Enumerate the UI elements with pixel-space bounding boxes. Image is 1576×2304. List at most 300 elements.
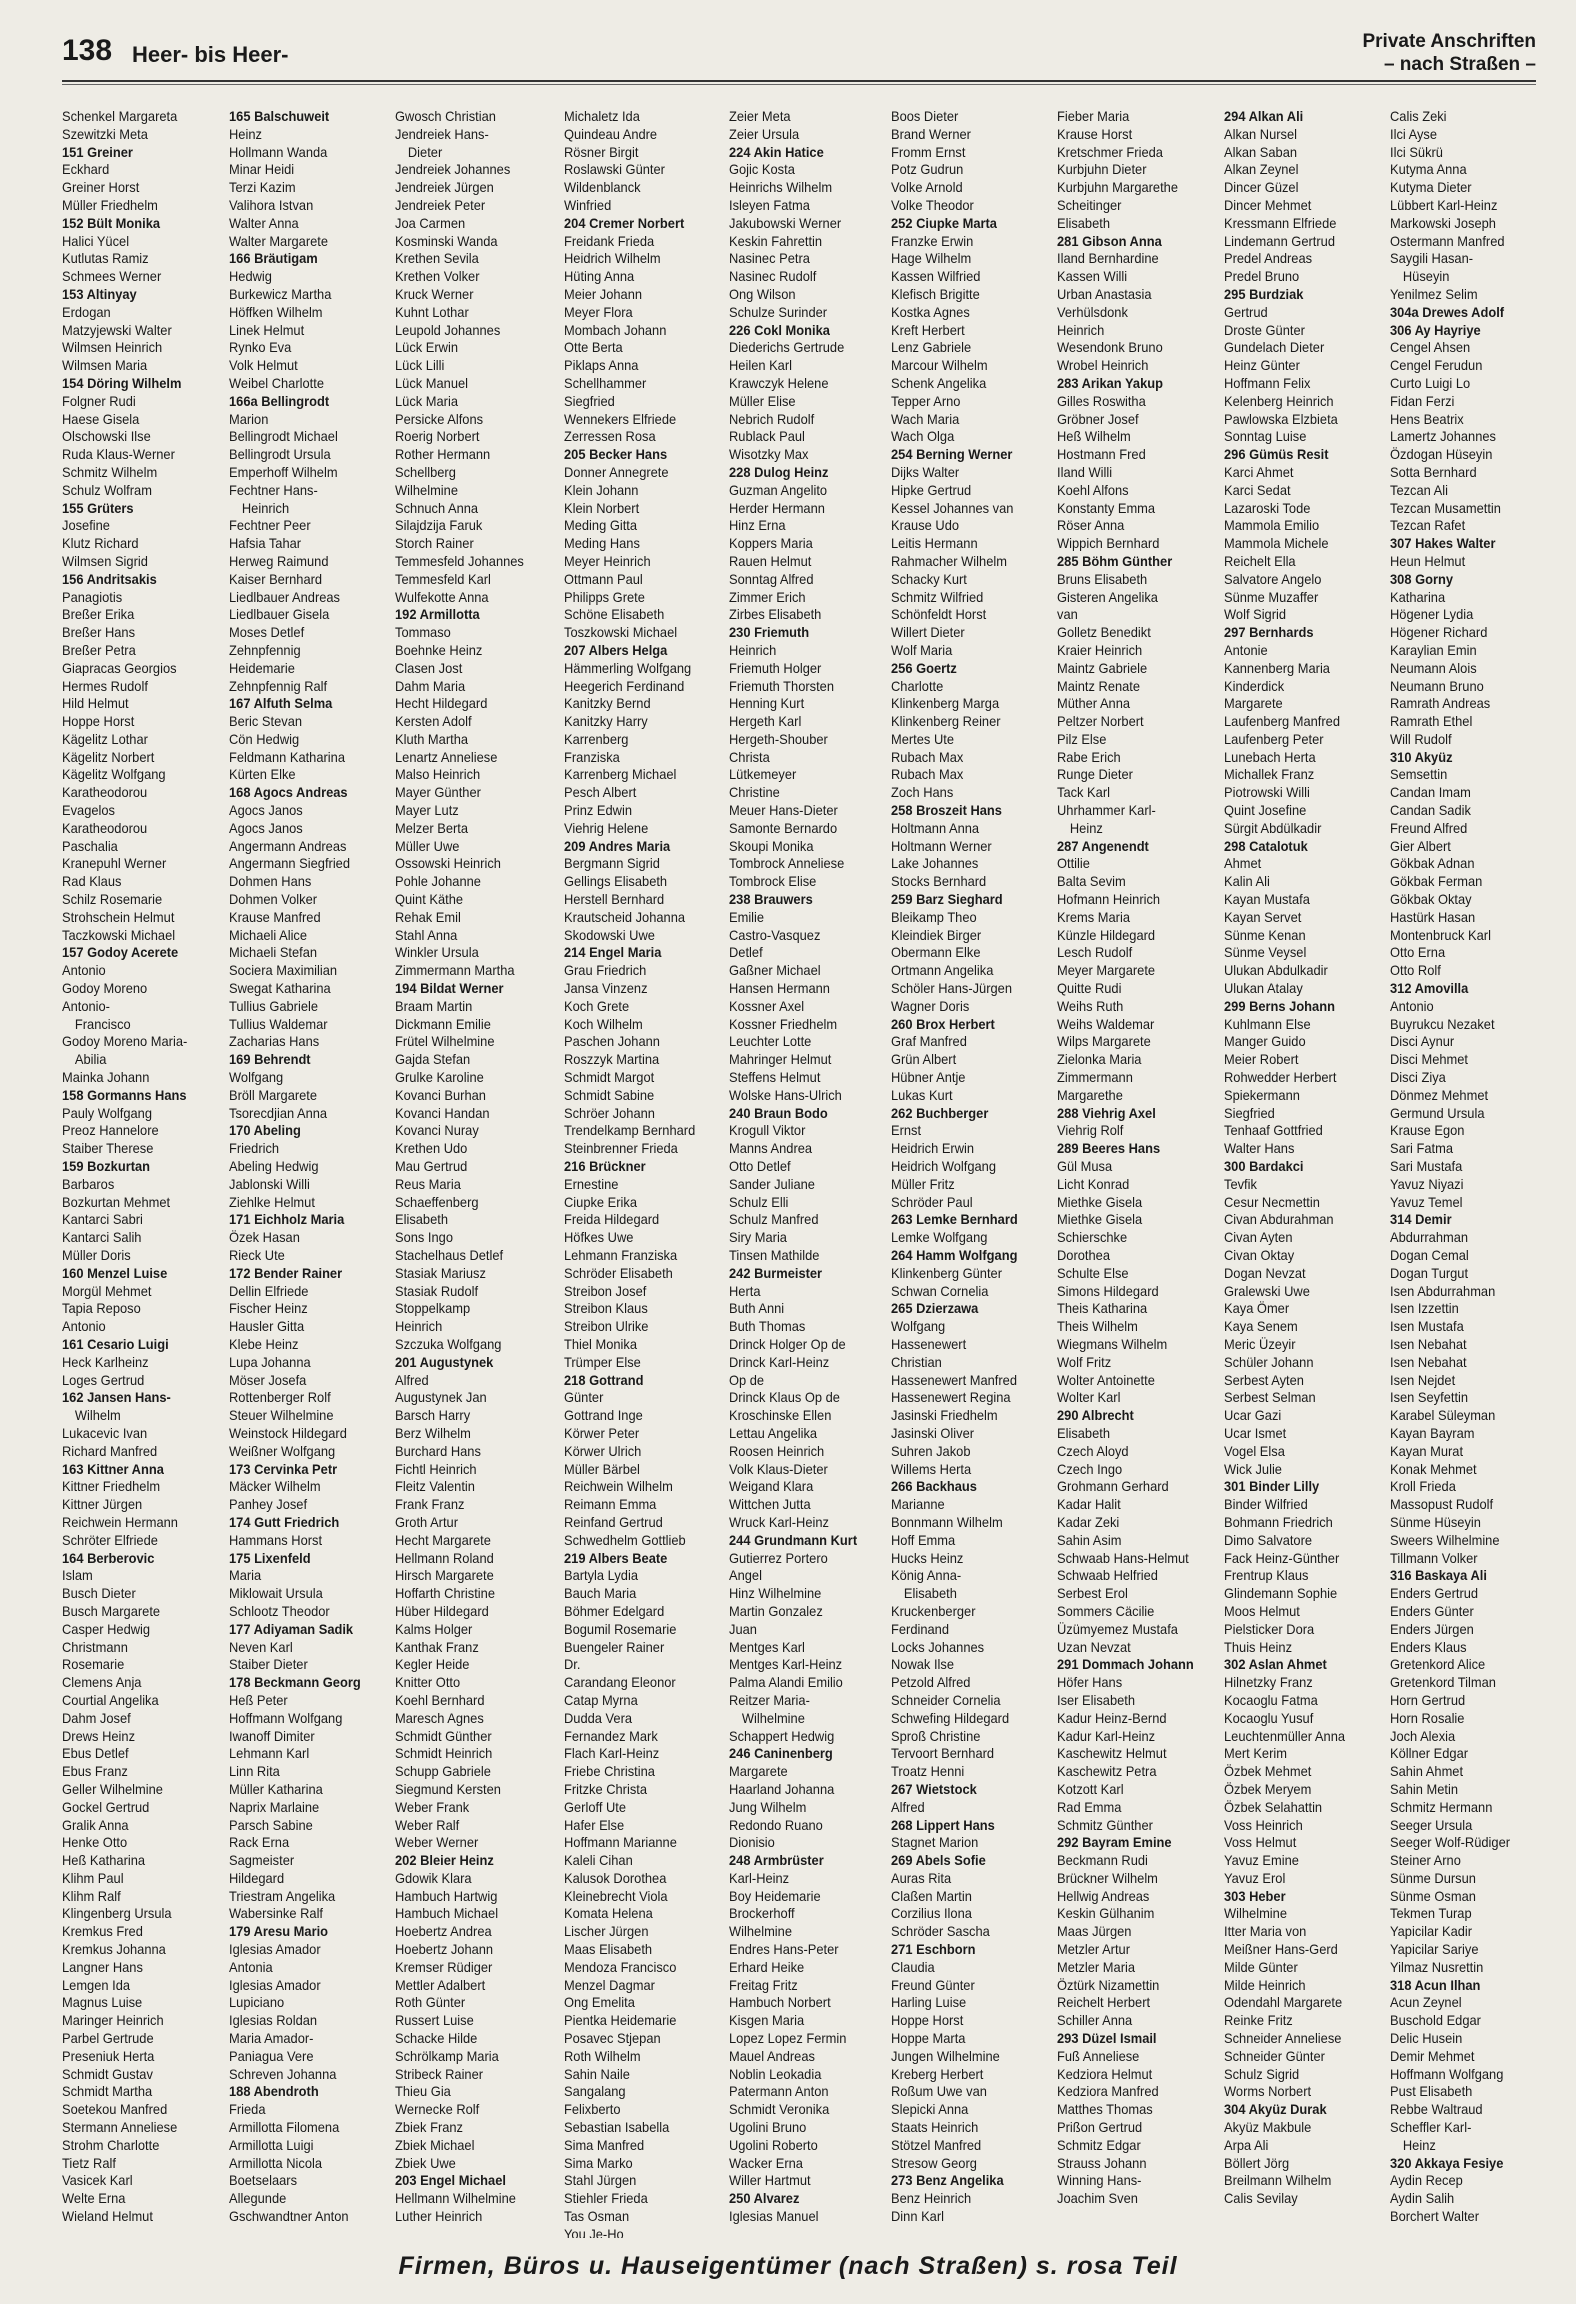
directory-entry: Lupiciano [229, 1994, 285, 2011]
directory-column [729, 108, 880, 2238]
directory-entry: 295 Burdziak [1224, 285, 1304, 302]
directory-entry: Michaeli Alice [229, 926, 308, 943]
directory-entry: Zerressen Rosa [564, 428, 656, 445]
directory-entry: Schmitz Edgar [1057, 2136, 1141, 2153]
directory-entry: Heinrich [241, 499, 290, 516]
directory-entry: Tinsen Mathilde [729, 1247, 820, 1263]
directory-entry: Walter Anna [229, 214, 299, 231]
directory-entry: Hüber Hildegard [395, 1602, 489, 1619]
directory-entry: 252 Ciupke Marta [891, 214, 997, 231]
directory-entry: Müther Anna [1057, 695, 1131, 712]
directory-entry: Kuhnt Lothar [395, 303, 469, 320]
directory-entry: Schmitz Hermann [1390, 1798, 1493, 1815]
directory-entry: Tevfik [1224, 1175, 1257, 1192]
directory-entry: Gottrand Inge [564, 1407, 643, 1424]
directory-entry: Kalusok Dorothea [564, 1869, 667, 1886]
directory-entry: Schmidt Sabine [564, 1086, 655, 1103]
directory-entry: Hambuch Norbert [729, 1994, 831, 2011]
directory-entry: Schulze Surinder [729, 303, 828, 320]
directory-entry: Weigand Klara [729, 1478, 814, 1495]
directory-entry: Konak Mehmet [1390, 1460, 1477, 1477]
directory-entry: 301 Binder Lilly [1224, 1478, 1320, 1495]
directory-entry: Tullius Gabriele [229, 997, 319, 1014]
directory-entry: 308 Gorny [1390, 570, 1454, 587]
directory-entry: Disci Mehmet [1390, 1051, 1469, 1068]
directory-entry: Maintz Renate [1057, 677, 1141, 694]
directory-entry: Strauss Johann [1057, 2154, 1147, 2171]
directory-entry: Francisco [74, 1015, 131, 1032]
directory-entry: Kaya Senem [1224, 1318, 1298, 1335]
directory-entry: Hoffmann Wolfgang [1390, 2065, 1504, 2082]
directory-entry: Schröder Paul [891, 1193, 973, 1210]
directory-entry: Schmees Werner [62, 268, 162, 285]
directory-entry: Borchert Walter [1390, 2208, 1479, 2225]
directory-entry: Strohschein Helmut [62, 908, 175, 925]
directory-entry: Emperhoff Wilhelm [229, 463, 338, 480]
directory-entry: Kremser Rüdiger [395, 1958, 493, 1975]
directory-entry: Schenk Angelika [891, 374, 987, 391]
directory-entry: Schröder Elisabeth [564, 1264, 673, 1281]
directory-entry: Joa Carmen [395, 214, 466, 231]
directory-entry: Zacharias Hans [229, 1033, 320, 1050]
directory-entry: Locks Johannes [891, 1638, 985, 1655]
directory-entry: 194 Bildat Werner [395, 980, 504, 997]
directory-entry: Schmidt Günther [395, 1727, 492, 1744]
directory-entry: 303 Heber [1224, 1887, 1286, 1904]
directory-entry: Kleinebrecht Viola [564, 1887, 668, 1904]
directory-entry: 173 Cervinka Petr [229, 1460, 338, 1477]
directory-entry: Karatheodorou [62, 819, 148, 836]
directory-entry: Friedrich [229, 1140, 280, 1157]
directory-entry: Angel [729, 1567, 762, 1584]
directory-entry: Clemens Anja [62, 1674, 142, 1691]
directory-entry: Hoebertz Johann [395, 1941, 494, 1958]
directory-entry: 299 Berns Johann [1224, 997, 1335, 1014]
directory-entry: Klutz Richard [62, 535, 139, 552]
directory-entry: Steiner Arno [1390, 1852, 1461, 1869]
directory-entry: Hellmann Roland [395, 1549, 494, 1566]
directory-entry: Braam Martin [395, 997, 473, 1014]
directory-entry: Nowak Ilse [891, 1656, 954, 1673]
directory-entry: Holtmann Werner [891, 837, 992, 854]
directory-entry: Abilia [74, 1051, 107, 1068]
directory-entry: Kutlutas Ramiz [62, 250, 149, 267]
directory-entry: Willems Herta [891, 1460, 972, 1477]
directory-entry: Pust Elisabeth [1390, 2083, 1473, 2100]
directory-entry: 201 Augustynek [395, 1353, 494, 1370]
directory-entry: Schwedhelm Gottlieb [564, 1531, 686, 1548]
directory-entry: Willert Dieter [891, 624, 965, 641]
directory-entry: Kayan Murat [1390, 1442, 1464, 1459]
directory-entry: Siegfried [564, 392, 615, 409]
directory-entry: Otto Detlef [729, 1158, 791, 1175]
directory-entry: Gerloff Ute [564, 1798, 627, 1815]
directory-entry: Zimmermann [1057, 1069, 1133, 1086]
directory-entry: Tekmen Turap [1390, 1905, 1472, 1922]
directory-entry: Moos Helmut [1224, 1602, 1300, 1619]
directory-entry: Sotta Bernhard [1390, 463, 1477, 480]
directory-entry: Stresow Georg [891, 2154, 977, 2171]
directory-entry: Geller Wilhelmine [62, 1780, 163, 1797]
directory-entry: Stocks Bernhard [891, 873, 987, 890]
directory-entry: Sünme Osman [1390, 1887, 1476, 1904]
directory-entry: Lesch Rudolf [1057, 944, 1133, 961]
directory-entry: Staiber Therese [62, 1140, 154, 1157]
directory-entry: Hild Helmut [62, 695, 129, 712]
directory-entry: Krause Horst [1057, 125, 1133, 142]
directory-entry: Günter [564, 1389, 604, 1406]
directory-entry: Antonio [1390, 997, 1434, 1014]
directory-entry: 302 Aslan Ahmet [1224, 1656, 1327, 1673]
directory-entry: Krethen Sevila [395, 250, 479, 267]
directory-entry: Kleindiek Birger [891, 926, 982, 943]
directory-entry: Wiegmans Wilhelm [1057, 1335, 1168, 1352]
directory-entry: Krause Udo [891, 517, 960, 534]
directory-entry: Boehnke Heinz [395, 641, 483, 658]
directory-entry: 297 Bernhards [1224, 624, 1314, 641]
directory-entry: Heegerich Ferdinand [564, 677, 685, 694]
directory-entry: Enders Günter [1390, 1602, 1474, 1619]
directory-entry: Hoppe Horst [62, 713, 135, 730]
directory-entry: Klinkenberg Günter [891, 1264, 1002, 1281]
directory-entry: Gilles Roswitha [1057, 392, 1146, 409]
directory-entry: Carandang Eleonor [564, 1674, 676, 1691]
directory-entry: Schröer Johann [564, 1104, 655, 1121]
directory-entry: Rabe Erich [1057, 748, 1121, 765]
directory-entry: Boos Dieter [891, 108, 959, 124]
directory-entry: Breßer Petra [62, 641, 136, 658]
directory-entry: Rehak Emil [395, 908, 461, 925]
directory-entry: Armillotta Nicola [229, 2154, 323, 2171]
directory-entry: 304a Drewes Adolf [1390, 303, 1505, 320]
directory-entry: 250 Alvarez [729, 2190, 800, 2207]
directory-entry: Kannenberg Maria [1224, 659, 1330, 676]
directory-entry: Ulukan Abdulkadir [1224, 962, 1328, 979]
directory-entry: Kanthak Franz [395, 1638, 479, 1655]
directory-entry: Öztürk Nizamettin [1057, 1976, 1160, 1993]
directory-entry: Viehrig Rolf [1057, 1122, 1124, 1139]
directory-entry: Schwaab Helfried [1057, 1567, 1158, 1584]
directory-entry: Kaschewitz Petra [1057, 1763, 1157, 1780]
directory-entry: Tietz Ralf [62, 2154, 116, 2171]
directory-entry: Endres Hans-Peter [729, 1941, 839, 1958]
directory-entry: Ucar Ismet [1224, 1424, 1287, 1441]
directory-entry: Sürgit Abdülkadir [1224, 819, 1322, 836]
directory-entry: Meyer Flora [564, 303, 633, 320]
directory-entry: Schneider Günter [1224, 2047, 1325, 2064]
directory-entry: Tombrock Anneliese [729, 855, 845, 872]
directory-entry: Siegfried [1224, 1104, 1275, 1121]
directory-entry: Sahin Ahmet [1390, 1763, 1464, 1780]
directory-entry: Melzer Berta [395, 819, 469, 836]
directory-entry: 188 Abendroth [229, 2083, 319, 2100]
directory-entry: Jung Wilhelm [729, 1798, 807, 1815]
directory-entry: Ulukan Atalay [1224, 980, 1303, 997]
directory-entry: Karatheodorou [62, 784, 148, 801]
directory-entry: Folgner Rudi [62, 392, 136, 409]
directory-entry: Hildegard [229, 1869, 285, 1886]
directory-entry: Iglesias Amador [229, 1941, 321, 1958]
directory-entry: Breßer Hans [62, 624, 136, 641]
directory-entry: Lütkemeyer [729, 766, 797, 783]
directory-entry: Hucks Heinz [891, 1549, 964, 1566]
directory-entry: Aydin Recep [1390, 2172, 1463, 2189]
directory-entry: Walter Hans [1224, 1140, 1295, 1157]
directory-entry: Klinkenberg Marga [891, 695, 1000, 712]
directory-entry: Noblin Leokadia [729, 2065, 822, 2082]
directory-entry: Mayer Lutz [395, 802, 459, 819]
directory-entry: Kutyma Anna [1390, 161, 1467, 178]
directory-entry: Erdogan [62, 303, 111, 320]
directory-entry: van [1057, 606, 1078, 623]
header-rule [62, 80, 1536, 82]
directory-entry: Heß Peter [229, 1691, 288, 1708]
directory-entry: Kantarci Sabri [62, 1211, 143, 1228]
directory-entry: Iland Willi [1057, 463, 1113, 480]
directory-entry: Sociera Maximilian [229, 962, 338, 979]
directory-entry: Gutierrez Portero [729, 1549, 828, 1566]
directory-entry: Freund Günter [891, 1976, 975, 1993]
directory-entry: Miethke Gisela [1057, 1211, 1143, 1228]
directory-entry: Neumann Bruno [1390, 677, 1484, 694]
directory-entry: Augustynek Jan [395, 1389, 487, 1406]
directory-entry: Lindemann Gertrud [1224, 232, 1335, 249]
directory-entry: Antonia [229, 1958, 273, 1975]
directory-entry: Beric Stevan [229, 713, 303, 730]
directory-entry: Michallek Franz [1224, 766, 1315, 783]
directory-entry: Isen Mustafa [1390, 1318, 1464, 1335]
directory-entry: Klefisch Brigitte [891, 285, 980, 302]
directory-entry: Schöler Hans-Jürgen [891, 980, 1012, 997]
directory-entry: Dohmen Hans [229, 873, 312, 890]
directory-entry: Kreft Herbert [891, 321, 965, 338]
directory-entry: Krethen Udo [395, 1140, 468, 1157]
directory-entry: Arpa Ali [1224, 2136, 1269, 2153]
directory-entry: Calis Sevilay [1224, 2190, 1298, 2207]
directory-entry: 294 Alkan Ali [1224, 108, 1304, 124]
directory-entry: Gundelach Dieter [1224, 339, 1325, 356]
directory-entry: Halici Yücel [62, 232, 130, 249]
directory-entry: Willer Hartmut [729, 2172, 811, 2189]
directory-entry: Burchard Hans [395, 1442, 481, 1459]
directory-entry: Wittchen Jutta [729, 1496, 811, 1513]
directory-entry: Hens Beatrix [1390, 410, 1464, 427]
directory-entry: Hastürk Hasan [1390, 908, 1476, 925]
directory-entry: Kovanci Burhan [395, 1086, 486, 1103]
directory-entry: Schmitz Günther [1057, 1816, 1153, 1833]
directory-entry: Szczuka Wolfgang [395, 1335, 502, 1352]
directory-entry: Kosminski Wanda [395, 232, 498, 249]
directory-entry: Heilen Karl [729, 357, 793, 374]
directory-entry: Kinderdick [1224, 677, 1285, 694]
directory-entry: Quint Käthe [395, 891, 464, 908]
directory-entry: Delic Husein [1390, 2030, 1463, 2047]
directory-entry: Högener Lydia [1390, 606, 1474, 623]
directory-entry: Roosen Heinrich [729, 1442, 825, 1459]
directory-entry: Körwer Ulrich [564, 1442, 642, 1459]
directory-entry: Hoffmann Marianne [564, 1834, 677, 1851]
directory-entry: Bonnmann Wilhelm [891, 1513, 1003, 1530]
directory-entry: Lamertz Johannes [1390, 428, 1496, 445]
directory-entry: Yavuz Temel [1390, 1193, 1463, 1210]
directory-entry: 156 Andritsakis [62, 570, 157, 587]
directory-entry: Agocs Janos [229, 802, 303, 819]
directory-entry: Schlootz Theodor [229, 1602, 330, 1619]
directory-entry: Leuchtenmüller Anna [1224, 1727, 1346, 1744]
directory-column [1224, 108, 1375, 2238]
directory-entry: Sahin Asim [1057, 1531, 1122, 1548]
directory-entry: Rebbe Waltraud [1390, 2101, 1483, 2118]
directory-entry: Courtial Angelika [62, 1691, 159, 1708]
directory-entry: 179 Aresu Mario [229, 1923, 329, 1940]
directory-entry: Pauly Wolfgang [62, 1104, 152, 1121]
directory-entry: Leuchter Lotte [729, 1033, 812, 1050]
directory-entry: Worms Norbert [1224, 2083, 1312, 2100]
directory-entry: Sproß Christine [891, 1727, 981, 1744]
directory-entry: Kreberg Herbert [891, 2065, 984, 2082]
directory-entry: Uzan Nevzat [1057, 1638, 1131, 1655]
directory-entry: Silajdzija Faruk [395, 517, 483, 534]
directory-entry: 154 Döring Wilhelm [62, 374, 182, 391]
directory-entry: Kanitzky Bernd [564, 695, 651, 712]
directory-entry: Kassen Wilfried [891, 268, 981, 285]
directory-entry: 300 Bardakci [1224, 1158, 1304, 1175]
directory-entry: Breßer Erika [62, 606, 135, 623]
directory-entry: Wolske Hans-Ulrich [729, 1086, 842, 1103]
directory-entry: Hafer Else [564, 1816, 625, 1833]
directory-entry: Kadur Karl-Heinz [1057, 1727, 1156, 1744]
directory-entry: Hermes Rudolf [62, 677, 148, 694]
directory-entry: Wolter Antoinette [1057, 1371, 1155, 1388]
directory-entry: Dijks Walter [891, 463, 960, 480]
directory-entry: Wilmsen Heinrich [62, 339, 163, 356]
directory-entry: Krethen Volker [395, 268, 480, 285]
directory-entry: Disci Ziya [1390, 1069, 1446, 1086]
directory-entry: Markowski Joseph [1390, 214, 1496, 231]
directory-entry: 192 Armillotta [395, 606, 480, 623]
directory-entry: Müller Bärbel [564, 1460, 640, 1477]
directory-entry: 207 Albers Helga [564, 641, 668, 658]
directory-entry: Rubach Max [891, 766, 964, 783]
directory-entry: Op de [729, 1371, 765, 1388]
directory-entry: Meding Hans [564, 535, 640, 552]
directory-entry: Kostka Agnes [891, 303, 970, 320]
directory-entry: Ortmann Angelika [891, 962, 994, 979]
directory-entry: Lukas Kurt [891, 1086, 953, 1103]
directory-entry: Ferdinand [891, 1620, 950, 1637]
directory-entry: Kayan Servet [1224, 908, 1302, 925]
directory-entry: Isen Seyfettin [1390, 1389, 1469, 1406]
directory-entry: Böllert Jörg [1224, 2154, 1290, 2171]
directory-entry: Weibel Charlotte [229, 374, 324, 391]
directory-entry: Ebus Franz [62, 1763, 128, 1780]
directory-entry: Hipke Gertrud [891, 481, 972, 498]
directory-entry: Klebe Heinz [229, 1335, 299, 1352]
directory-entry: Sonntag Alfred [729, 570, 814, 587]
directory-entry: Mauel Andreas [729, 2047, 815, 2064]
directory-entry: Tezcan Ali [1390, 481, 1449, 498]
directory-entry: Dellin Elfriede [229, 1282, 309, 1299]
directory-column [229, 108, 380, 2238]
directory-entry: Kedziora Manfred [1057, 2083, 1159, 2100]
directory-entry: Meier Robert [1224, 1051, 1299, 1068]
directory-entry: Emilie [729, 908, 765, 925]
directory-entry: Malso Heinrich [395, 766, 481, 783]
directory-entry: Fuß Anneliese [1057, 2047, 1140, 2064]
directory-entry: Iser Elisabeth [1057, 1691, 1136, 1708]
directory-entry: Streibon Josef [564, 1282, 647, 1299]
directory-entry: Mentges Karl-Heinz [729, 1656, 843, 1673]
directory-entry: Sünme Dursun [1390, 1869, 1476, 1886]
directory-entry: Dickmann Emilie [395, 1015, 491, 1032]
directory-entry: 202 Bleier Heinz [395, 1852, 494, 1869]
directory-entry: Volk Klaus-Dieter [729, 1460, 828, 1477]
directory-entry: Schulz Manfred [729, 1211, 819, 1228]
directory-entry: Christian [891, 1353, 942, 1370]
directory-entry: Schaeffenberg [395, 1193, 479, 1210]
directory-entry: Kalin Ali [1224, 873, 1270, 890]
directory-entry: 169 Behrendt [229, 1051, 311, 1068]
directory-entry: Haese Gisela [62, 410, 140, 427]
directory-entry: Steffens Helmut [729, 1069, 821, 1086]
directory-entry: Germund Ursula [1390, 1104, 1485, 1121]
directory-entry: Schiller Anna [1057, 2012, 1133, 2029]
directory-entry: Hergeth Karl [729, 713, 802, 730]
directory-entry: 316 Baskaya Ali [1390, 1567, 1487, 1584]
directory-entry: Ong Wilson [729, 285, 796, 302]
directory-entry: Weinstock Hildegard [229, 1424, 347, 1441]
section-title-line1: Private Anschriften [1362, 31, 1536, 52]
directory-entry: Palma Alandi Emilio [729, 1674, 843, 1691]
directory-entry: Zimmer Erich [729, 588, 806, 605]
directory-entry: Evagelos [62, 802, 115, 819]
directory-entry: Frieda [229, 2101, 266, 2118]
directory-entry: Isen Nebahat [1390, 1335, 1467, 1352]
directory-entry: Slepicki Anna [891, 2101, 969, 2118]
directory-entry: Stahl Anna [395, 926, 458, 943]
directory-entry: Buengeler Rainer [564, 1638, 665, 1655]
directory-entry: Keskin Gülhanim [1057, 1905, 1155, 1922]
directory-entry: Özbek Mehmet [1224, 1763, 1312, 1780]
directory-entry: Hergeth-Shouber [729, 730, 828, 747]
directory-entry: Wieland Helmut [62, 2208, 153, 2225]
directory-entry: Rynko Eva [229, 339, 292, 356]
directory-entry: Obermann Elke [891, 944, 981, 961]
directory-entry: 228 Dulog Heinz [729, 463, 829, 480]
directory-entry: Köllner Edgar [1390, 1745, 1469, 1762]
directory-entry: Lück Erwin [395, 339, 458, 356]
directory-entry: Henning Kurt [729, 695, 805, 712]
directory-entry: Sari Mustafa [1390, 1158, 1463, 1175]
directory-entry: Matthes Thomas [1057, 2101, 1153, 2118]
directory-entry: Sebastian Isabella [564, 2119, 670, 2136]
directory-entry: Heinrich [1057, 321, 1105, 338]
directory-entry: Binder Wilfried [1224, 1496, 1308, 1513]
directory-entry: Akyüz Makbule [1224, 2119, 1312, 2136]
directory-entry: Russert Luise [395, 2012, 474, 2029]
directory-entry: Dinn Karl [891, 2208, 944, 2225]
directory-entry: Hassenewert Manfred [891, 1371, 1017, 1388]
directory-entry: Lehmann Karl [229, 1745, 310, 1762]
directory-entry: Lupa Johanna [229, 1353, 311, 1370]
directory-entry: Rack Erna [229, 1834, 290, 1851]
directory-entry: Castro-Vasquez [729, 926, 821, 943]
directory-entry: Reichelt Ella [1224, 552, 1296, 569]
directory-entry: Meuer Hans-Dieter [729, 802, 838, 819]
directory-entry: Hoffmann Wolfgang [229, 1709, 343, 1726]
directory-entry: Schneider Cornelia [891, 1691, 1001, 1708]
directory-entry: Quindeau Andre [564, 125, 658, 142]
